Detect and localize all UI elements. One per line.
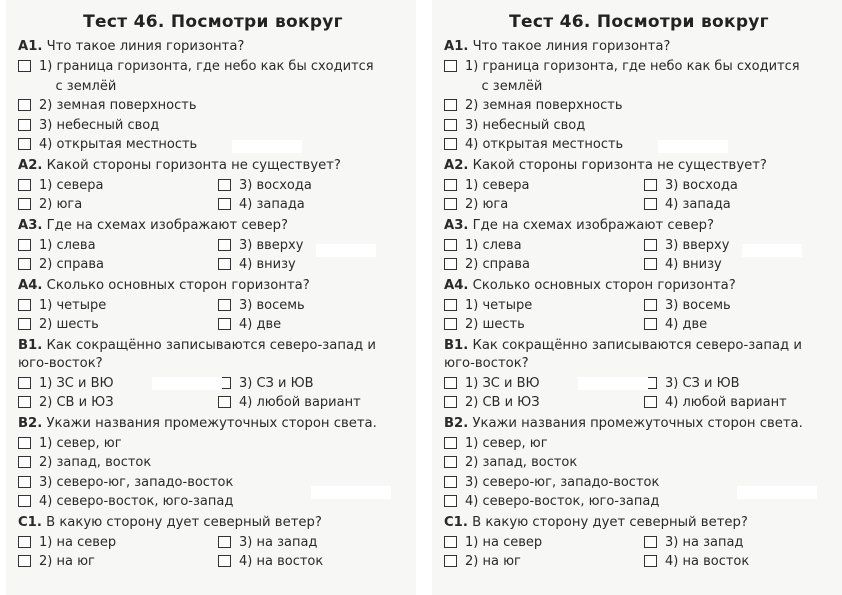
answer-option[interactable]	[644, 176, 834, 196]
answer-checkbox[interactable]	[444, 536, 457, 548]
question-text	[18, 337, 408, 373]
answer-checkbox[interactable]	[218, 198, 231, 210]
question-block	[444, 38, 834, 155]
answer-checkbox[interactable]	[444, 476, 457, 488]
answer-option-label: 2) СВ и ЮЗ	[39, 395, 114, 410]
answer-option-label: 3) СЗ и ЮВ	[239, 375, 314, 391]
answer-options	[18, 533, 408, 572]
answer-option[interactable]	[218, 552, 408, 572]
answer-option-label: 3) небесный свод	[465, 117, 586, 133]
answer-checkbox[interactable]	[444, 377, 457, 389]
answer-option-label: 4) запада	[665, 197, 731, 212]
answer-options	[18, 296, 408, 335]
whiteout-mark	[316, 244, 376, 257]
answer-option[interactable]	[18, 236, 218, 256]
test-title: Тест 46. Посмотри вокруг	[83, 12, 343, 32]
answer-option[interactable]	[444, 434, 834, 454]
question-text	[18, 217, 408, 235]
answer-checkbox[interactable]	[644, 555, 657, 567]
answer-checkbox[interactable]	[444, 456, 457, 468]
answer-option-label: 3) северо-юг, западо-восток	[465, 474, 660, 490]
answer-option-label: 4) любой вариант	[665, 395, 787, 410]
answer-option-label: 4) две	[239, 317, 282, 332]
question-number: А2.	[444, 157, 469, 173]
answer-option[interactable]	[18, 96, 408, 116]
test-page-left	[6, 0, 416, 595]
question-block	[18, 157, 408, 215]
answer-checkbox[interactable]	[444, 318, 457, 330]
question-block	[18, 38, 408, 155]
answer-checkbox[interactable]	[18, 239, 31, 251]
answer-option-label: 3) восемь	[665, 297, 731, 313]
answer-checkbox[interactable]	[18, 138, 31, 150]
answer-option[interactable]	[18, 195, 218, 215]
answer-option-label: 4) открытая местность	[465, 137, 624, 152]
answer-option-label: 2) шесть	[39, 317, 99, 332]
answer-option-label: 1) ЗС и ВЮ	[39, 375, 114, 391]
answer-options	[444, 296, 834, 335]
answer-option-label: 4) северо-восток, юго-запад	[39, 494, 234, 509]
answer-checkbox[interactable]	[18, 396, 31, 408]
answer-option[interactable]	[444, 296, 644, 316]
question-number: А2.	[18, 157, 43, 173]
answer-checkbox[interactable]	[18, 495, 31, 507]
answer-option[interactable]	[444, 315, 644, 335]
answer-checkbox[interactable]	[18, 377, 31, 389]
answer-checkbox[interactable]	[444, 179, 457, 191]
answer-option[interactable]	[444, 533, 644, 553]
question-number: С1.	[444, 514, 468, 530]
answer-option-label: 2) запад, восток	[39, 455, 152, 470]
whiteout-mark	[578, 377, 648, 390]
question-number: В2.	[444, 415, 469, 431]
answer-option-label: 4) любой вариант	[239, 395, 361, 410]
answer-checkbox[interactable]	[18, 299, 31, 311]
question-label: Сколько основных сторон горизонта?	[472, 277, 736, 293]
answer-checkbox[interactable]	[644, 239, 657, 251]
answer-checkbox[interactable]	[18, 60, 31, 72]
answer-option[interactable]	[444, 57, 834, 96]
answer-option[interactable]	[18, 255, 218, 275]
answer-options	[18, 57, 408, 155]
answer-option-label: 2) справа	[465, 257, 530, 272]
answer-checkbox[interactable]	[444, 239, 457, 251]
answer-option-label: 3) СЗ и ЮВ	[665, 375, 740, 391]
answer-option[interactable]	[644, 552, 834, 572]
answer-checkbox[interactable]	[18, 258, 31, 270]
answer-option-label: 3) северо-юг, западо-восток	[39, 474, 234, 490]
whiteout-mark	[742, 244, 802, 257]
question-block	[18, 277, 408, 335]
answer-checkbox[interactable]	[444, 119, 457, 131]
answer-option-label: 1) четыре	[465, 297, 533, 313]
answer-checkbox[interactable]	[218, 239, 231, 251]
answer-option-label: 4) открытая местность	[39, 137, 198, 152]
test-title: Тест 46. Посмотри вокруг	[509, 12, 769, 32]
question-label: Укажи названия промежуточных сторон света.	[46, 415, 377, 431]
question-text	[444, 217, 834, 235]
answer-option[interactable]	[18, 296, 218, 316]
answer-checkbox[interactable]	[18, 536, 31, 548]
answer-option-label: 4) на восток	[665, 554, 750, 569]
test-page-right	[432, 0, 842, 595]
question-block	[18, 337, 408, 413]
answer-option[interactable]	[444, 255, 644, 275]
answer-option-label: 3) вверху	[239, 237, 304, 253]
answer-option-label: 2) шесть	[465, 317, 525, 332]
answer-option-label: 1) слева	[465, 237, 522, 253]
answer-option-label: 3) восхода	[239, 177, 312, 193]
answer-checkbox[interactable]	[18, 476, 31, 488]
answer-option[interactable]	[218, 393, 408, 413]
answer-option[interactable]	[218, 176, 408, 196]
answer-option-label: 3) восхода	[665, 177, 738, 193]
question-number: А3.	[444, 217, 469, 233]
question-number: В2.	[18, 415, 43, 431]
answer-checkbox[interactable]	[218, 318, 231, 330]
answer-options	[444, 57, 834, 155]
answer-checkbox[interactable]	[444, 138, 457, 150]
answer-option[interactable]	[18, 552, 218, 572]
answer-checkbox[interactable]	[644, 198, 657, 210]
answer-option[interactable]	[644, 374, 834, 394]
answer-option[interactable]	[18, 57, 408, 96]
question-number: В1.	[18, 337, 43, 353]
answer-option[interactable]	[218, 374, 408, 394]
answer-options	[18, 176, 408, 215]
question-block	[18, 514, 408, 572]
answer-checkbox[interactable]	[444, 437, 457, 449]
answer-option[interactable]	[218, 236, 408, 256]
answer-option-label: 1) севера	[465, 177, 530, 193]
question-label: Где на схемах изображают север?	[46, 217, 288, 233]
answer-checkbox[interactable]	[218, 299, 231, 311]
answer-option[interactable]	[18, 533, 218, 553]
answer-option[interactable]	[218, 255, 408, 275]
answer-option[interactable]	[444, 552, 644, 572]
answer-option[interactable]	[644, 315, 834, 335]
answer-checkbox[interactable]	[644, 179, 657, 191]
question-text	[444, 38, 834, 56]
answer-checkbox[interactable]	[218, 555, 231, 567]
answer-checkbox[interactable]	[644, 299, 657, 311]
question-text	[18, 277, 408, 295]
answer-option[interactable]	[218, 195, 408, 215]
answer-option[interactable]	[18, 176, 218, 196]
answer-option[interactable]	[444, 135, 834, 155]
answer-checkbox[interactable]	[18, 119, 31, 131]
answer-option-label: 3) на запад	[239, 534, 318, 550]
answer-checkbox[interactable]	[444, 198, 457, 210]
answer-option[interactable]	[644, 393, 834, 413]
question-text	[444, 157, 834, 175]
answer-checkbox[interactable]	[444, 299, 457, 311]
question-number: А3.	[18, 217, 43, 233]
answer-checkbox[interactable]	[218, 396, 231, 408]
answer-options	[444, 176, 834, 215]
answer-option-label: 2) юга	[465, 197, 509, 212]
answer-option-label: 1) на север	[465, 534, 543, 550]
answer-option[interactable]	[218, 533, 408, 553]
answer-checkbox[interactable]	[644, 258, 657, 270]
question-block	[444, 337, 834, 413]
answer-option[interactable]	[644, 533, 834, 553]
whiteout-mark	[152, 377, 222, 390]
question-text	[444, 415, 834, 433]
question-block	[444, 514, 834, 572]
answer-option-label: 1) граница горизонта, где небо как бы сходится с землёй	[39, 59, 374, 94]
question-label: Какой стороны горизонта не существует?	[46, 157, 341, 173]
answer-checkbox[interactable]	[18, 456, 31, 468]
answer-option[interactable]	[644, 296, 834, 316]
question-label: Укажи названия промежуточных сторон света.	[472, 415, 803, 431]
answer-option[interactable]	[444, 96, 834, 116]
whiteout-mark	[311, 486, 391, 499]
question-text	[18, 415, 408, 433]
answer-option-label: 1) слева	[39, 237, 96, 253]
answer-option[interactable]	[18, 315, 218, 335]
whiteout-mark	[232, 140, 302, 153]
question-number: А4.	[18, 277, 43, 293]
answer-checkbox[interactable]	[644, 536, 657, 548]
question-text	[444, 514, 834, 532]
answer-checkbox[interactable]	[444, 258, 457, 270]
question-text	[444, 277, 834, 295]
answer-option-label: 1) четыре	[39, 297, 107, 313]
answer-checkbox[interactable]	[218, 179, 231, 191]
question-number: А1.	[444, 39, 469, 54]
answer-checkbox[interactable]	[18, 179, 31, 191]
answer-option-label: 2) юга	[39, 197, 83, 212]
answer-option-label: 1) север, юг	[465, 435, 548, 451]
answer-checkbox[interactable]	[444, 495, 457, 507]
answer-option-label: 1) север, юг	[39, 435, 122, 451]
answer-option[interactable]	[444, 453, 834, 473]
answer-option-label: 4) на восток	[239, 554, 324, 569]
answer-option-label: 4) северо-восток, юго-запад	[465, 494, 660, 509]
question-block	[444, 277, 834, 335]
answer-option-label: 1) севера	[39, 177, 104, 193]
question-label: Как сокращённо записываются северо-запад и юго-восток?	[444, 337, 802, 371]
question-label: Что такое линия горизонта?	[472, 39, 671, 54]
answer-option-label: 2) земная поверхность	[465, 98, 623, 113]
answer-option-label: 4) внизу	[665, 257, 722, 272]
question-text	[444, 337, 834, 373]
question-label: Что такое линия горизонта?	[46, 39, 245, 54]
answer-checkbox[interactable]	[18, 318, 31, 330]
answer-option[interactable]	[18, 453, 408, 473]
answer-checkbox[interactable]	[444, 555, 457, 567]
answer-option-label: 4) запада	[239, 197, 305, 212]
answer-checkbox[interactable]	[18, 198, 31, 210]
question-label: В какую сторону дует северный ветер?	[46, 514, 322, 530]
answer-option[interactable]	[444, 195, 644, 215]
answer-option[interactable]	[18, 393, 218, 413]
question-number: А1.	[18, 39, 43, 54]
answer-option-label: 1) граница горизонта, где небо как бы сходится с землёй	[465, 59, 800, 94]
answer-option[interactable]	[218, 296, 408, 316]
answer-option[interactable]	[644, 255, 834, 275]
answer-option-label: 1) ЗС и ВЮ	[465, 375, 540, 391]
answer-option[interactable]	[444, 236, 644, 256]
answer-option[interactable]	[18, 135, 408, 155]
whiteout-mark	[737, 486, 817, 499]
answer-option[interactable]	[444, 176, 644, 196]
question-number: А4.	[444, 277, 469, 293]
answer-option-label: 2) запад, восток	[465, 455, 578, 470]
answer-options	[18, 434, 408, 512]
answer-options	[444, 533, 834, 572]
question-label: В какую сторону дует северный ветер?	[472, 514, 748, 530]
answer-checkbox[interactable]	[644, 318, 657, 330]
answer-option-label: 1) на север	[39, 534, 117, 550]
answer-option[interactable]	[444, 116, 834, 136]
answer-option-label: 2) справа	[39, 257, 104, 272]
question-label: Где на схемах изображают север?	[472, 217, 714, 233]
question-label: Какой стороны горизонта не существует?	[472, 157, 767, 173]
answer-option-label: 2) СВ и ЮЗ	[465, 395, 540, 410]
answer-checkbox[interactable]	[18, 555, 31, 567]
question-label: Как сокращённо записываются северо-запад и юго-восток?	[18, 337, 376, 371]
question-text	[18, 38, 408, 56]
answer-option[interactable]	[644, 236, 834, 256]
answer-checkbox[interactable]	[644, 396, 657, 408]
answer-option-label: 2) на юг	[39, 554, 95, 569]
answer-option[interactable]	[218, 315, 408, 335]
question-text	[18, 514, 408, 532]
answer-option-label: 2) на юг	[465, 554, 521, 569]
question-block	[444, 157, 834, 215]
answer-option[interactable]	[18, 434, 408, 454]
answer-option-label: 2) земная поверхность	[39, 98, 197, 113]
answer-checkbox[interactable]	[18, 437, 31, 449]
answer-option[interactable]	[18, 116, 408, 136]
question-text	[18, 157, 408, 175]
answer-options	[444, 434, 834, 512]
answer-option-label: 3) вверху	[665, 237, 730, 253]
whiteout-mark	[658, 140, 728, 153]
answer-option[interactable]	[444, 393, 644, 413]
answer-option-label: 3) восемь	[239, 297, 305, 313]
answer-option[interactable]	[644, 195, 834, 215]
answer-checkbox[interactable]	[444, 60, 457, 72]
answer-checkbox[interactable]	[218, 258, 231, 270]
answer-checkbox[interactable]	[218, 536, 231, 548]
answer-option-label: 3) на запад	[665, 534, 744, 550]
question-number: В1.	[444, 337, 469, 353]
question-number: С1.	[18, 514, 42, 530]
answer-option-label: 3) небесный свод	[39, 117, 160, 133]
answer-checkbox[interactable]	[444, 396, 457, 408]
answer-option-label: 4) две	[665, 317, 708, 332]
answer-checkbox[interactable]	[18, 99, 31, 111]
question-label: Сколько основных сторон горизонта?	[46, 277, 310, 293]
answer-checkbox[interactable]	[444, 99, 457, 111]
answer-option-label: 4) внизу	[239, 257, 296, 272]
